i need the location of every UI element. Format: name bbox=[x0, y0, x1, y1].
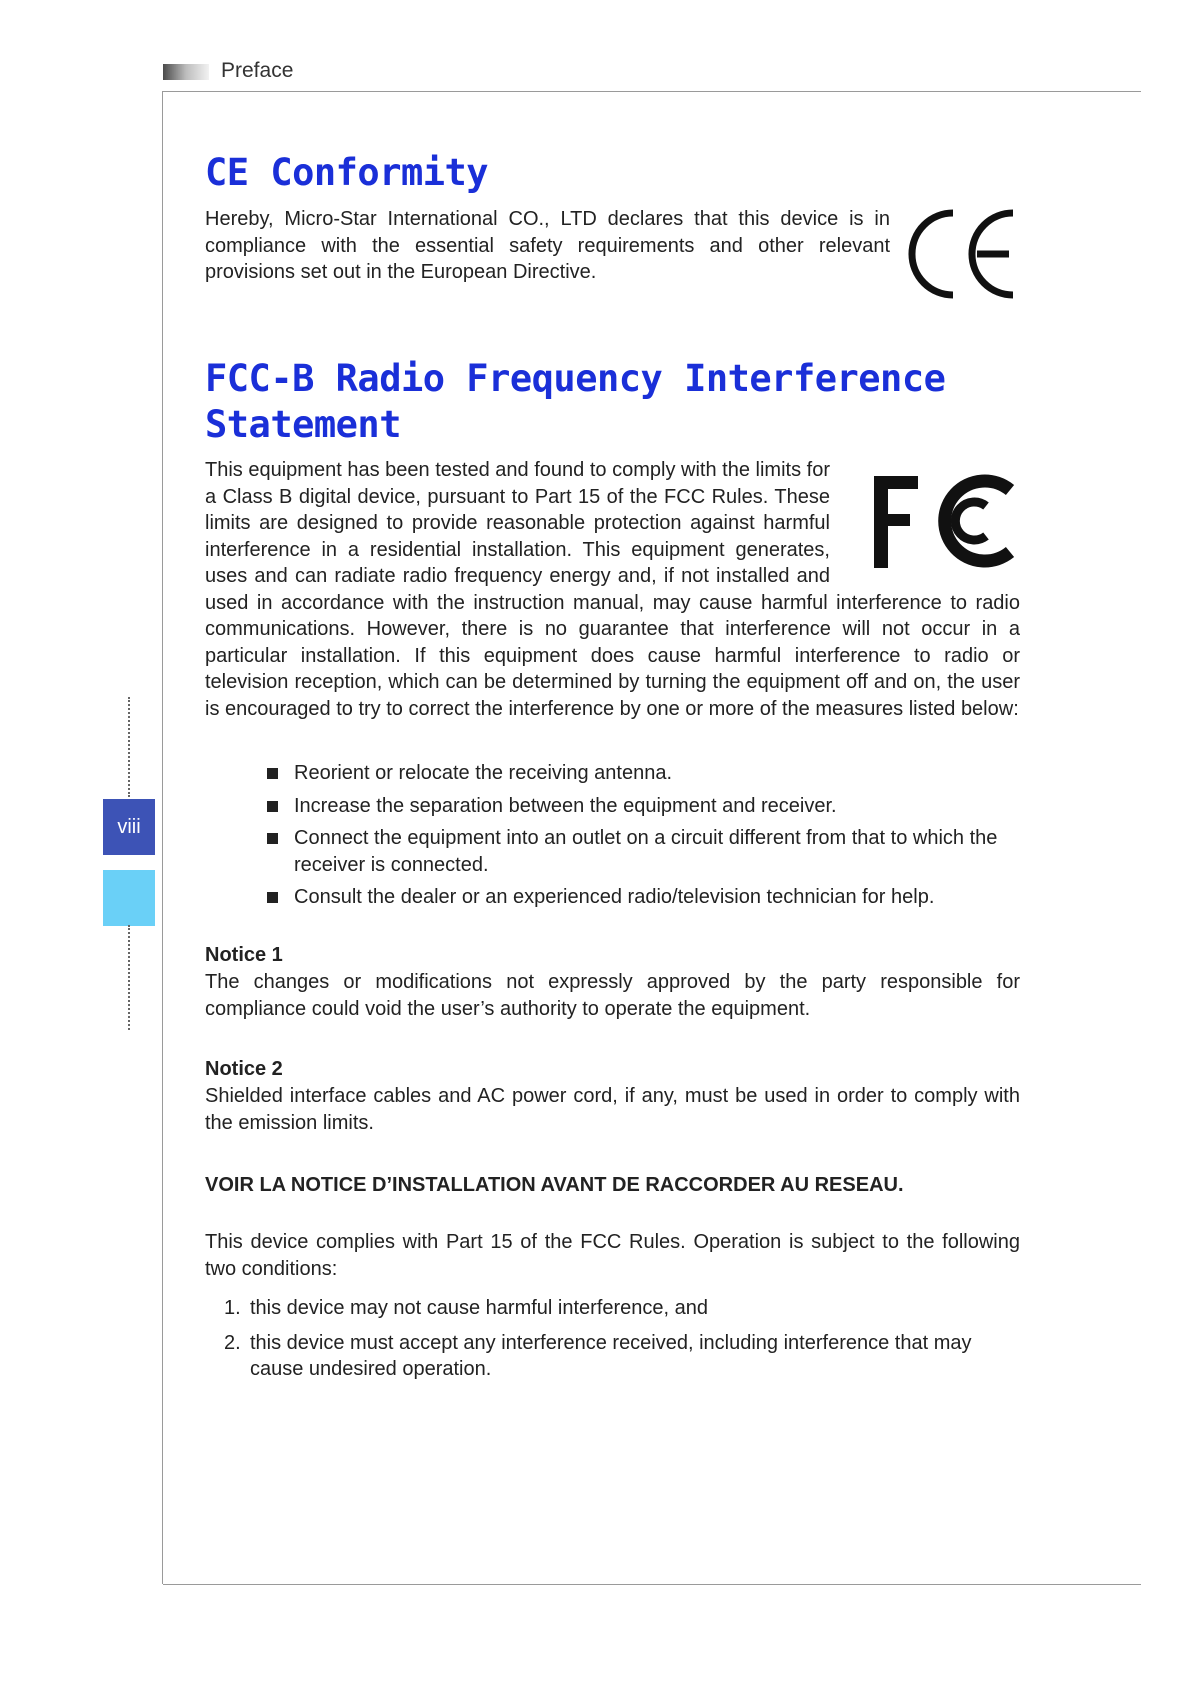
left-rule bbox=[162, 91, 163, 1584]
dotted-guide-top bbox=[128, 697, 130, 797]
voir-notice: VOIR LA NOTICE D’INSTALLATION AVANT DE RACCORDER AU RESEAU. bbox=[205, 1174, 904, 1196]
ce-body: Hereby, Micro-Star International CO., LTD declares that this device is in compliance with the essential safety requirements and other relevant provisions set out in the European Directive. bbox=[205, 208, 890, 283]
condition-text: this device may not cause harmful interference, and bbox=[250, 1297, 709, 1319]
conditions-list bbox=[224, 1295, 1020, 1391]
fcc-body-block bbox=[205, 457, 1020, 722]
list-item: Increase the separation between the equipment and receiver. bbox=[265, 793, 1020, 820]
fcc-title-line2: Statement bbox=[205, 403, 401, 446]
fcc-title-line1: FCC-B Radio Frequency Interference bbox=[205, 357, 946, 400]
notice2-body: Shielded interface cables and AC power cord, if any, must be used in order to comply with the emission limits. bbox=[205, 1085, 1020, 1134]
top-rule bbox=[163, 91, 1141, 92]
condition-text: this device must accept any interference received, including interference that may cause undesired operation. bbox=[250, 1331, 972, 1380]
list-item bbox=[224, 1330, 1020, 1383]
section-label: Preface bbox=[221, 59, 294, 82]
bottom-rule bbox=[163, 1584, 1141, 1585]
list-item bbox=[224, 1295, 1020, 1322]
list-item: Connect the equipment into an outlet on a circuit different from that to which the receiver is connected. bbox=[265, 825, 1020, 878]
header-gradient-bar bbox=[163, 64, 209, 80]
ce-mark-icon bbox=[905, 205, 1017, 303]
notice1-title: Notice 1 bbox=[205, 944, 283, 966]
page-number-tab: viii bbox=[103, 799, 155, 855]
list-item: Reorient or relocate the receiving antenna. bbox=[265, 760, 1020, 787]
page-tab-accent bbox=[103, 870, 155, 926]
ce-title: CE Conformity bbox=[205, 151, 489, 194]
condition-number: 2. bbox=[224, 1331, 241, 1354]
notice1-body: The changes or modifications not expressly approved by the party responsible for compliance could void the user’s authority to operate the equipment. bbox=[205, 971, 1020, 1020]
fcc-logo-spacer bbox=[830, 457, 1020, 589]
fcc-measures-list bbox=[265, 760, 1020, 917]
list-item: Consult the dealer or an experienced radio/television technician for help. bbox=[265, 884, 1020, 911]
dotted-guide-bottom bbox=[128, 925, 130, 1030]
condition-number: 1. bbox=[224, 1297, 241, 1319]
fcc-body: This equipment has been tested and found to comply with the limits for a Class B digital device, pursuant to Part 15 of the FCC Rules. These limits are designed to provide reasonable protection against harmful interference in a residential installation. This equipment generates, uses and can radiate radio frequency energy and, if not installed and used in accordance with the instruction manual, may cause harmful interference to radio communications. However, there is no guarantee that interference will not occur in a particular installation. If this equipment does cause harmful interference to radio or television reception, which can be determined by turning the equipment off and on, the user is encouraged to try to correct the interference by one or more of the measures listed below: bbox=[205, 459, 1020, 720]
notice2-title: Notice 2 bbox=[205, 1058, 283, 1080]
part15-body: This device complies with Part 15 of the FCC Rules. Operation is subject to the following two conditions: bbox=[205, 1231, 1020, 1280]
